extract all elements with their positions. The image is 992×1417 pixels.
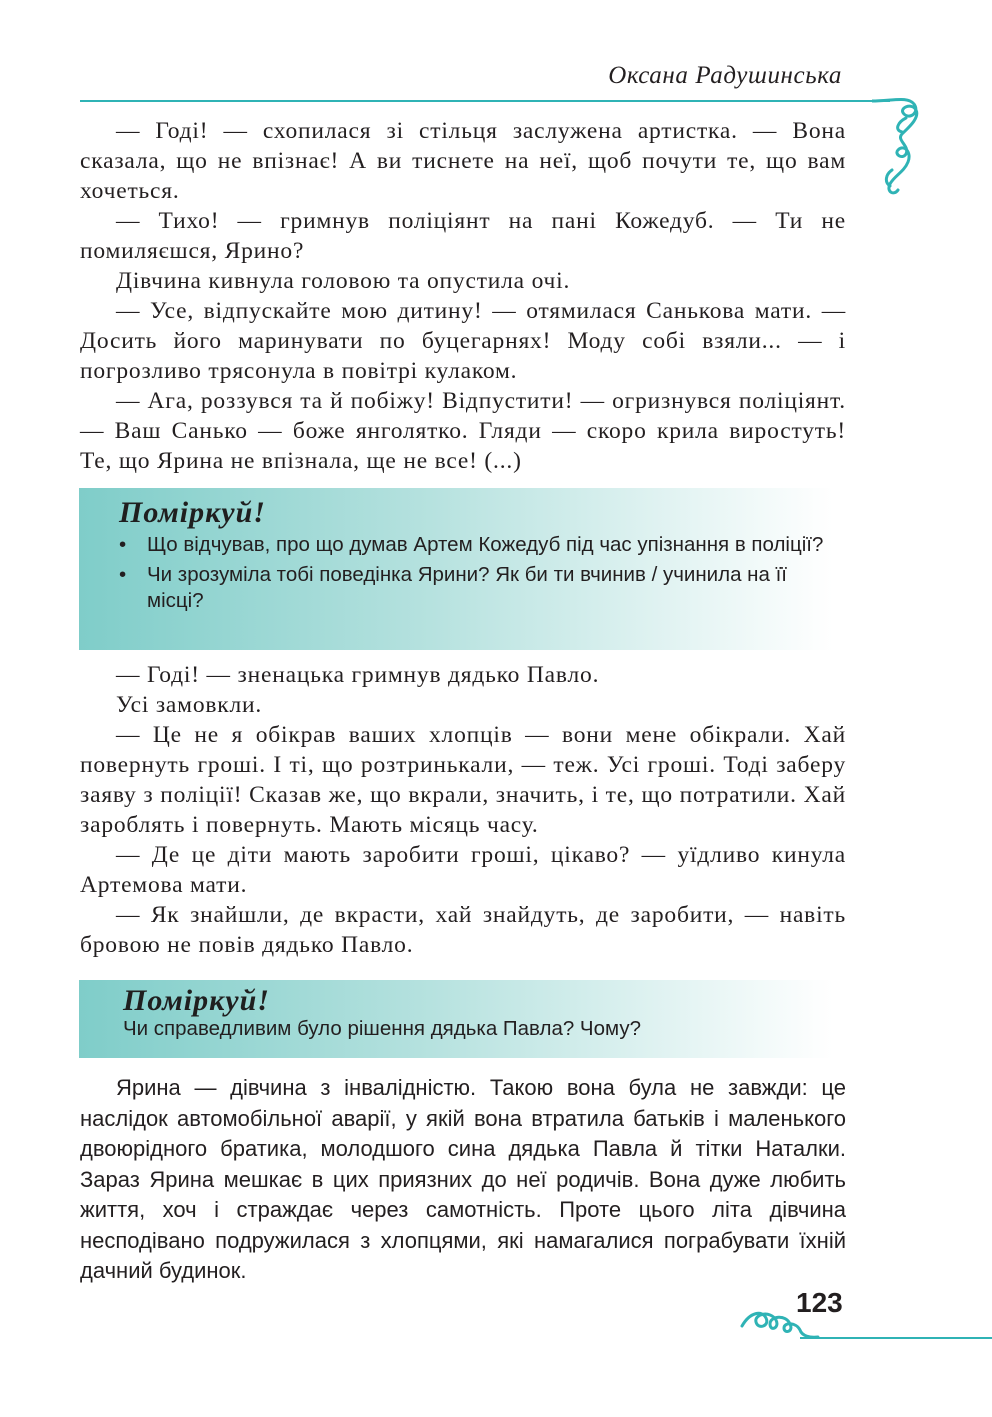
- story-paragraph: Дівчина кивнула головою та опустила очі.: [116, 268, 571, 294]
- story-text-part-1: [80, 116, 846, 476]
- think-box-question: [119, 532, 833, 558]
- story-paragraph: — Ага, роззувся та й побіжу! Відпустити! — огризнувся поліціянт. — Ваш Санько — боже янголятко. Гляди — скоро крила виростуть! Те, що Ярина не впізнала, ще не все! (...): [80, 388, 846, 474]
- story-text-part-2: [80, 660, 846, 960]
- think-box-question-list: [119, 532, 833, 614]
- running-header-author: Оксана Радушинська: [608, 62, 842, 89]
- think-box-2: [79, 980, 833, 1058]
- page-number: 123: [796, 1287, 843, 1318]
- summary-paragraph: Ярина — дівчина з інвалідністю. Такою вона була не завжди: це наслідок автомобільної аварії, у якій вона втратила батьків і маленького двоюрідного братика, молодшого сина дядька Павла й тітки Наталки. Зараз Ярина мешкає в цих приязних до неї родичів. Вона дуже любить життя, хоч і страждає через самотність. Проте цього літа дівчина несподівано подружилася з хлопцями, які намагалися пограбувати їхній дачний будинок.: [80, 1075, 846, 1283]
- question-text: Що відчував, про що думав Артем Кожедуб під час упізнання в поліції?: [147, 533, 824, 556]
- footer-rule: [800, 1337, 992, 1339]
- story-paragraph: — Годі! — схопилася зі стільця заслужена артистка. — Вона сказала, що не впізнає! А ви тиснете на неї, щоб почути те, що вам хочеться.: [80, 118, 846, 204]
- think-box-title: Поміркуй!: [119, 496, 266, 529]
- bullet-icon: •: [119, 563, 127, 586]
- summary-text: [80, 1073, 846, 1287]
- story-paragraph: — Як знайшли, де вкрасти, хай знайдуть, де заробити, — навіть бровою не повів дядько Павло.: [80, 902, 846, 958]
- think-box-question: [119, 562, 833, 614]
- story-paragraph: — Це не я обікрав ваших хлопців — вони мене обікрали. Хай повернуть гроші. І ті, що розтринькали, — теж. Усі гроші. Тоді заберу заяву з поліції! Сказав же, що вкрали, значить, і те, що потратили. Хай зароблять і повернуть. Мають місяць часу.: [80, 722, 846, 838]
- story-paragraph: Усі замовкли.: [116, 692, 263, 718]
- swirl-ornament-top-icon: [872, 88, 932, 198]
- question-text: Чи зрозуміла тобі поведінка Ярини? Як би ти вчинив / учинила на її місці?: [147, 563, 787, 612]
- story-paragraph: — Годі! — зненацька гримнув дядько Павло.: [116, 662, 600, 688]
- story-paragraph: — Де це діти мають заробити гроші, цікаво? — уїдливо кинула Артемова мати.: [80, 842, 846, 898]
- think-box-1: [79, 488, 833, 650]
- story-paragraph: — Усе, відпускайте мою дитину! — отямилася Санькова мати. — Досить його маринувати по буцегарнях! Моду собі взяли... — і погрозливо трясонула в повітрі кулаком.: [80, 298, 846, 384]
- bullet-icon: •: [119, 533, 127, 556]
- think-box-question: Чи справедливим було рішення дядька Павла? Чому?: [123, 1017, 641, 1040]
- story-paragraph: — Тихо! — гримнув поліціянт на пані Кожедуб. — Ти не помиляєшся, Ярино?: [80, 208, 846, 264]
- think-box-title: Поміркуй!: [123, 984, 270, 1017]
- header-rule: [80, 100, 890, 102]
